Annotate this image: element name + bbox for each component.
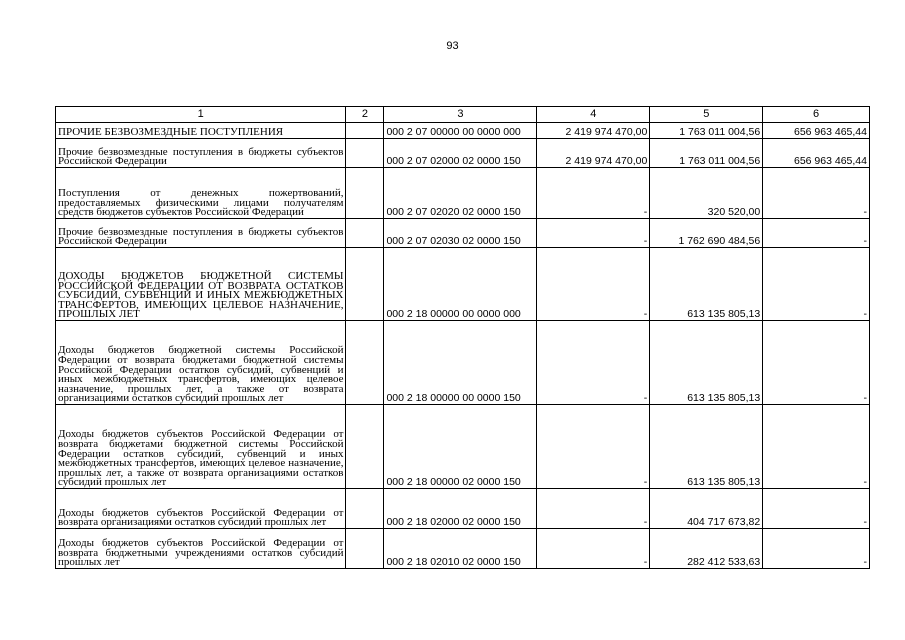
row-code: 000 2 07 00000 00 0000 000 (384, 123, 537, 139)
row-name: Доходы бюджетов субъектов Российской Федерации от возврата организациями остатков субсидий прошлых лет (56, 489, 346, 529)
row-code: 000 2 18 02000 02 0000 150 (384, 489, 537, 529)
row-col2 (346, 123, 384, 139)
row-col6: - (763, 321, 870, 405)
row-col2 (346, 321, 384, 405)
table-row (56, 168, 870, 219)
row-name: Доходы бюджетов бюджетной системы Российской Федерации от возврата бюджетами бюджетной системы Российской Федерации остатков субсидий, субвенций и иных межбюджетных трансфертов, имеющих целевое назначение, прошлых лет, а также от возврата организациями остатков субсидий прошлых лет (56, 321, 346, 405)
row-col2 (346, 219, 384, 248)
row-col6: - (763, 248, 870, 321)
row-code: 000 2 07 02020 02 0000 150 (384, 168, 537, 219)
column-header-5: 5 (650, 107, 763, 123)
budget-table (55, 106, 870, 569)
table-row (56, 489, 870, 529)
column-header-3: 3 (384, 107, 537, 123)
row-col2 (346, 529, 384, 569)
row-col2 (346, 248, 384, 321)
row-code: 000 2 18 00000 00 0000 150 (384, 321, 537, 405)
row-name: Прочие безвозмездные поступления в бюджеты субъектов Российской Федерации (56, 219, 346, 248)
column-header-2: 2 (346, 107, 384, 123)
header-row (56, 107, 870, 123)
row-name: Прочие безвозмездные поступления в бюджеты субъектов Российской Федерации (56, 139, 346, 168)
row-name: ДОХОДЫ БЮДЖЕТОВ БЮДЖЕТНОЙ СИСТЕМЫ РОССИЙСКОЙ ФЕДЕРАЦИИ ОТ ВОЗВРАТА ОСТАТКОВ СУБСИДИЙ, СУБВЕНЦИЙ И ИНЫХ МЕЖБЮДЖЕТНЫХ ТРАНСФЕРТОВ, ИМЕЮЩИХ ЦЕЛЕВОЕ НАЗНАЧЕНИЕ, ПРОШЛЫХ ЛЕТ (56, 248, 346, 321)
row-col2 (346, 139, 384, 168)
row-col5: 320 520,00 (650, 168, 763, 219)
row-col4: - (537, 168, 650, 219)
row-col5: 613 135 805,13 (650, 321, 763, 405)
row-col4: - (537, 405, 650, 489)
row-code: 000 2 18 00000 02 0000 150 (384, 405, 537, 489)
table-row (56, 529, 870, 569)
row-col6: - (763, 219, 870, 248)
row-col5: 1 763 011 004,56 (650, 139, 763, 168)
row-col6: - (763, 529, 870, 569)
table-row (56, 219, 870, 248)
row-col6: - (763, 405, 870, 489)
row-code: 000 2 07 02030 02 0000 150 (384, 219, 537, 248)
table-row (56, 321, 870, 405)
row-code: 000 2 18 02010 02 0000 150 (384, 529, 537, 569)
row-col4: 2 419 974 470,00 (537, 123, 650, 139)
row-col4: - (537, 248, 650, 321)
row-col4: - (537, 321, 650, 405)
row-col5: 282 412 533,63 (650, 529, 763, 569)
table-row (56, 405, 870, 489)
table-header (56, 107, 870, 123)
row-col6: 656 963 465,44 (763, 139, 870, 168)
row-col4: 2 419 974 470,00 (537, 139, 650, 168)
row-col2 (346, 168, 384, 219)
table-row (56, 139, 870, 168)
row-col6: - (763, 168, 870, 219)
column-header-4: 4 (537, 107, 650, 123)
row-name: Поступления от денежных пожертвований, предоставляемых физическими лицами получателям средств бюджетов субъектов Российской Федерации (56, 168, 346, 219)
row-col2 (346, 405, 384, 489)
row-col5: 1 763 011 004,56 (650, 123, 763, 139)
row-col2 (346, 489, 384, 529)
row-code: 000 2 07 02000 02 0000 150 (384, 139, 537, 168)
table-body (56, 123, 870, 569)
row-col4: - (537, 529, 650, 569)
page-number: 93 (446, 40, 459, 52)
table-row (56, 248, 870, 321)
row-col5: 613 135 805,13 (650, 248, 763, 321)
row-col4: - (537, 489, 650, 529)
row-col5: 613 135 805,13 (650, 405, 763, 489)
row-col5: 404 717 673,82 (650, 489, 763, 529)
row-name: Доходы бюджетов субъектов Российской Федерации от возврата бюджетами бюджетной системы Российской Федерации остатков субсидий, субвенций и иных межбюджетных трансфертов, имеющих целевое назначение, прошлых лет, а также от возврата организациями остатков субсидий прошлых лет (56, 405, 346, 489)
row-col6: 656 963 465,44 (763, 123, 870, 139)
column-header-6: 6 (763, 107, 870, 123)
column-header-1: 1 (56, 107, 346, 123)
row-col5: 1 762 690 484,56 (650, 219, 763, 248)
row-name: ПРОЧИЕ БЕЗВОЗМЕЗДНЫЕ ПОСТУПЛЕНИЯ (56, 123, 346, 139)
row-name: Доходы бюджетов субъектов Российской Федерации от возврата бюджетными учреждениями остатков субсидий прошлых лет (56, 529, 346, 569)
row-col4: - (537, 219, 650, 248)
table-row (56, 123, 870, 139)
row-code: 000 2 18 00000 00 0000 000 (384, 248, 537, 321)
row-col6: - (763, 489, 870, 529)
